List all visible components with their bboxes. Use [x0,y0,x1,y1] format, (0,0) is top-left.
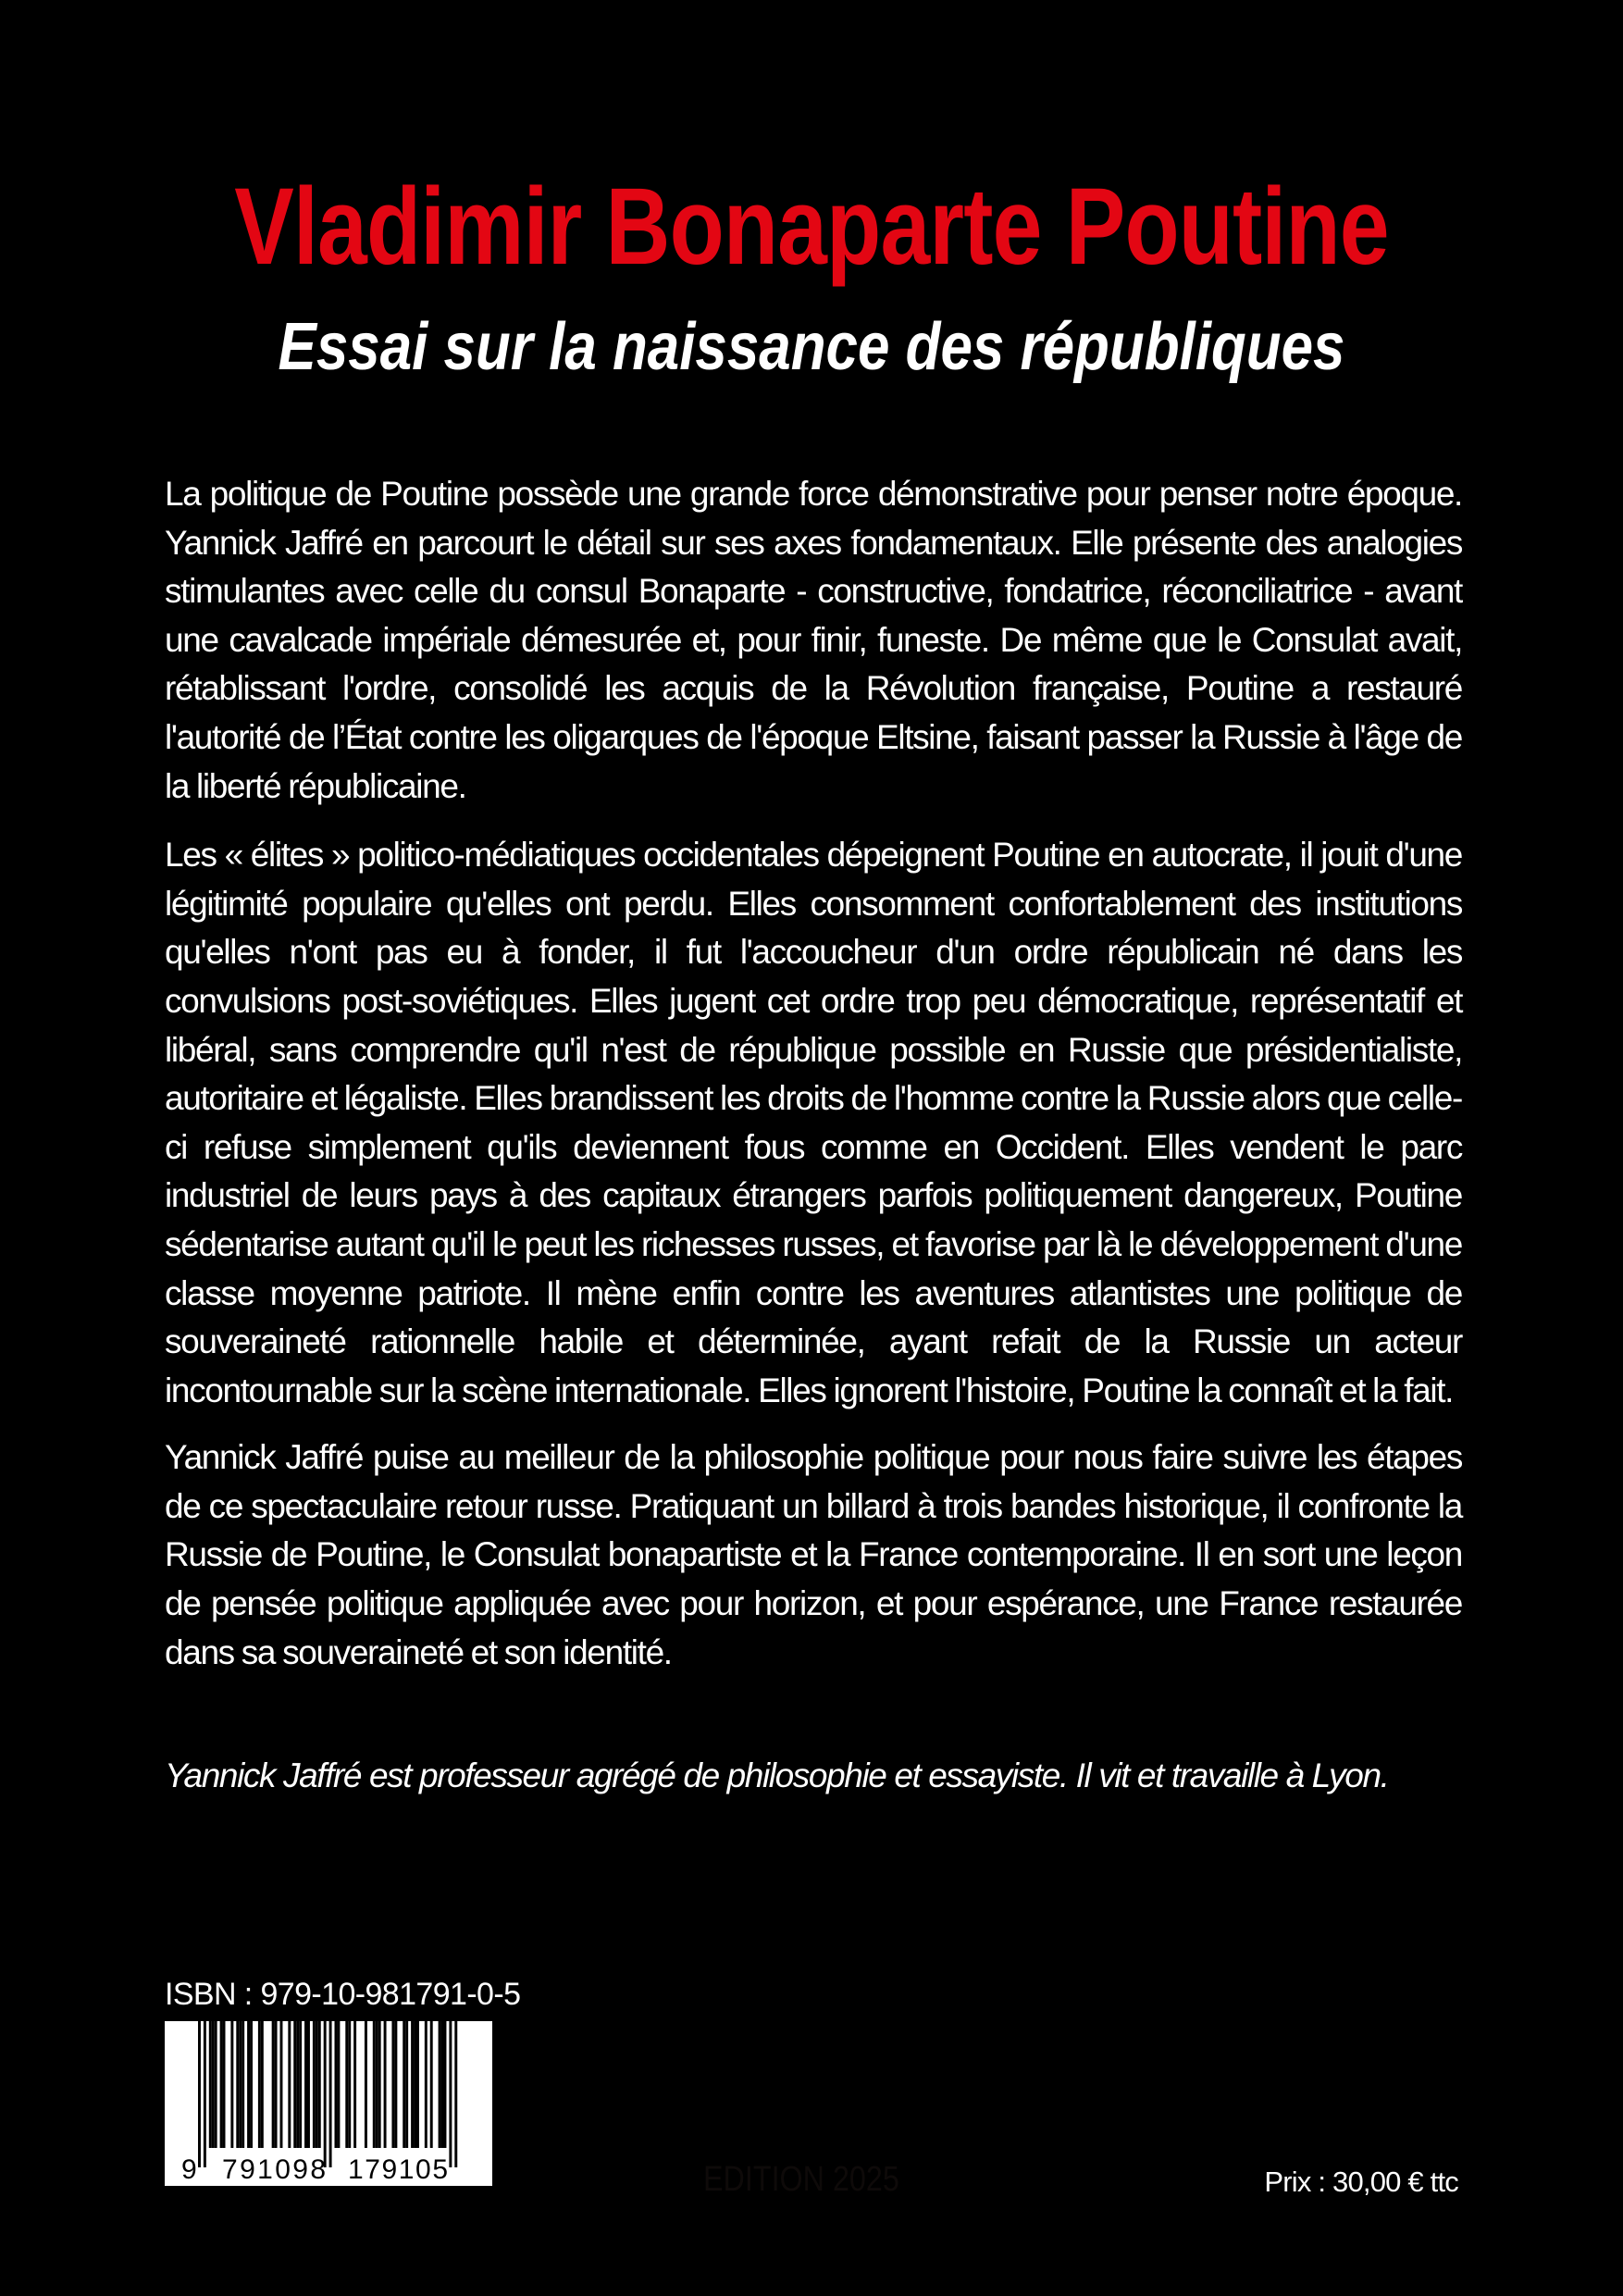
barcode-bar [394,2021,397,2148]
barcode-bar [296,2021,299,2148]
barcode-bar [318,2021,321,2148]
barcode-guard-bar [449,2021,452,2167]
barcode-bar [373,2021,376,2148]
barcode-bar [391,2021,394,2148]
barcode-bar [247,2021,250,2148]
book-title: Vladimir Bonaparte Poutine [234,166,1389,288]
barcode-bar [220,2021,223,2148]
barcode-bar [444,2021,447,2148]
barcode-bar [299,2021,302,2148]
barcode-bar [441,2021,444,2148]
barcode-bar [378,2021,381,2148]
barcode-bar [293,2021,296,2148]
barcode-bar [430,2021,433,2148]
isbn-label: ISBN : 979-10-981791-0-5 [165,1977,521,2012]
barcode-bar [236,2021,239,2148]
blurb-paragraph: La politique de Poutine possède une grande force démonstrative pour penser notre époque. Yannick Jaffré en parcourt le détail sur ses axes fondamentaux. Elle présente des analogies stimulantes avec celle du consul Bonaparte - constructive, fondatrice, réconciliatrice - avant une cavalcade impériale démesurée et, pour finir, funeste. De même que le Consulat avait, rétablissant l'ordre, consolidé les acquis de la Révolution française, Poutine a restauré l'autorité de l’État contre les oligarques de l'époque Eltsine, faisant passer la Russie à l'âge de la liberté républicaine. [165,475,1462,805]
barcode-bar [353,2021,356,2148]
barcode-bar [209,2021,212,2148]
blurb-paragraph: Les « élites » politico-médiatiques occidentales dépeignent Poutine en autocrate, il jouit d'une légitimité populaire qu'elles ont perdu. Elles consomment confortablement des institutions qu'elles n'ont pas eu à fonder, il fut l'accoucheur d'un ordre républicain né dans les convulsions post-soviétiques. Elles jugent cet ordre trop peu démocratique, représentatif et libéral, sans comprendre qu'il n'est de république possible en Russie que présidentialiste, autoritaire et légaliste. Elles brandissent les droits de l'homme contre la Russie alors que celle-ci refuse simplement qu'ils deviennent fous comme en Occident. Elles vendent le parc industriel de leurs pays à des capitaux étrangers parfois politiquement dangereux, Poutine sédentarise autant qu'il le peut les richesses russes, et favorise par là le développement d'une classe moyenne patriote. Il mène enfin contre les aventures atlantistes une politique de souveraineté rationnelle habile et déterminée, ayant refait de la Russie un acteur incontournable sur la scène internationale. Elles ignorent l'histoire, Poutine la connaît et la fait. [165,836,1462,1409]
barcode-bar [335,2021,338,2148]
barcode-bar [425,2021,427,2148]
barcode-bar [414,2021,416,2148]
barcode-bar [250,2021,253,2148]
author-bio: Yannick Jaffré est professeur agrégé de philosophie et essayiste. Il vit et travaille à Lyon. [165,1756,1389,1794]
barcode-guard-bar [329,2021,332,2167]
price-label: Prix : 30,00 € ttc [1264,2166,1458,2198]
barcode-bar [439,2021,441,2148]
barcode-guard-bar [324,2021,327,2167]
barcode-bar [405,2021,408,2148]
blurb [165,470,1462,1695]
barcode-digits-right: 179105 [348,2154,448,2185]
barcode-bar [258,2021,261,2148]
barcode-bar [376,2021,378,2148]
barcode-bar [416,2021,419,2148]
barcode-bar [307,2021,310,2148]
barcode [165,2021,492,2186]
barcode-guard-bar [198,2021,201,2167]
book-subtitle: Essai sur la naissance des républiques [278,310,1345,384]
barcode-bar [280,2021,283,2148]
barcode-bar [215,2021,217,2148]
barcode-bar [242,2021,244,2148]
barcode-bar [348,2021,351,2148]
barcode-bar [411,2021,414,2148]
barcode-bar [230,2021,233,2148]
barcode-bar [337,2021,340,2148]
barcode-digit-first: 9 [181,2154,197,2185]
barcode-bar [304,2021,307,2148]
barcode-bar [272,2021,275,2148]
barcode-digits-left: 791098 [222,2154,326,2185]
edition-label: EDITION 2025 [703,2160,899,2199]
barcode-bar [275,2021,278,2148]
barcode-bar [384,2021,387,2148]
barcode-bar [403,2021,405,2148]
barcode-bar [365,2021,367,2148]
barcode-bar [316,2021,318,2148]
barcode-guard-bar [454,2021,457,2167]
barcode-bar [261,2021,264,2148]
barcode-bar [288,2021,291,2148]
barcode-bar [313,2021,316,2148]
barcode-bar [212,2021,215,2148]
barcode-bar [239,2021,242,2148]
barcode-bar [223,2021,226,2148]
barcode-graphic [165,2021,492,2186]
barcode-guard-bar [204,2021,206,2167]
barcode-bars [198,2021,457,2167]
blurb-paragraph: Yannick Jaffré puise au meilleur de la philosophie politique pour nous faire suivre les étapes de ce spectaculaire retour russe. Pratiquant un billard à trois bandes historique, il confronte la Russie de Poutine, le Consulat bonapartiste et la France contemporaine. Il en sort une leçon de pensée politique appliquée avec pour horizon, et pour espérance, une France restaurée dans sa souveraineté et son identité. [165,1438,1462,1671]
barcode-bar [345,2021,348,2148]
